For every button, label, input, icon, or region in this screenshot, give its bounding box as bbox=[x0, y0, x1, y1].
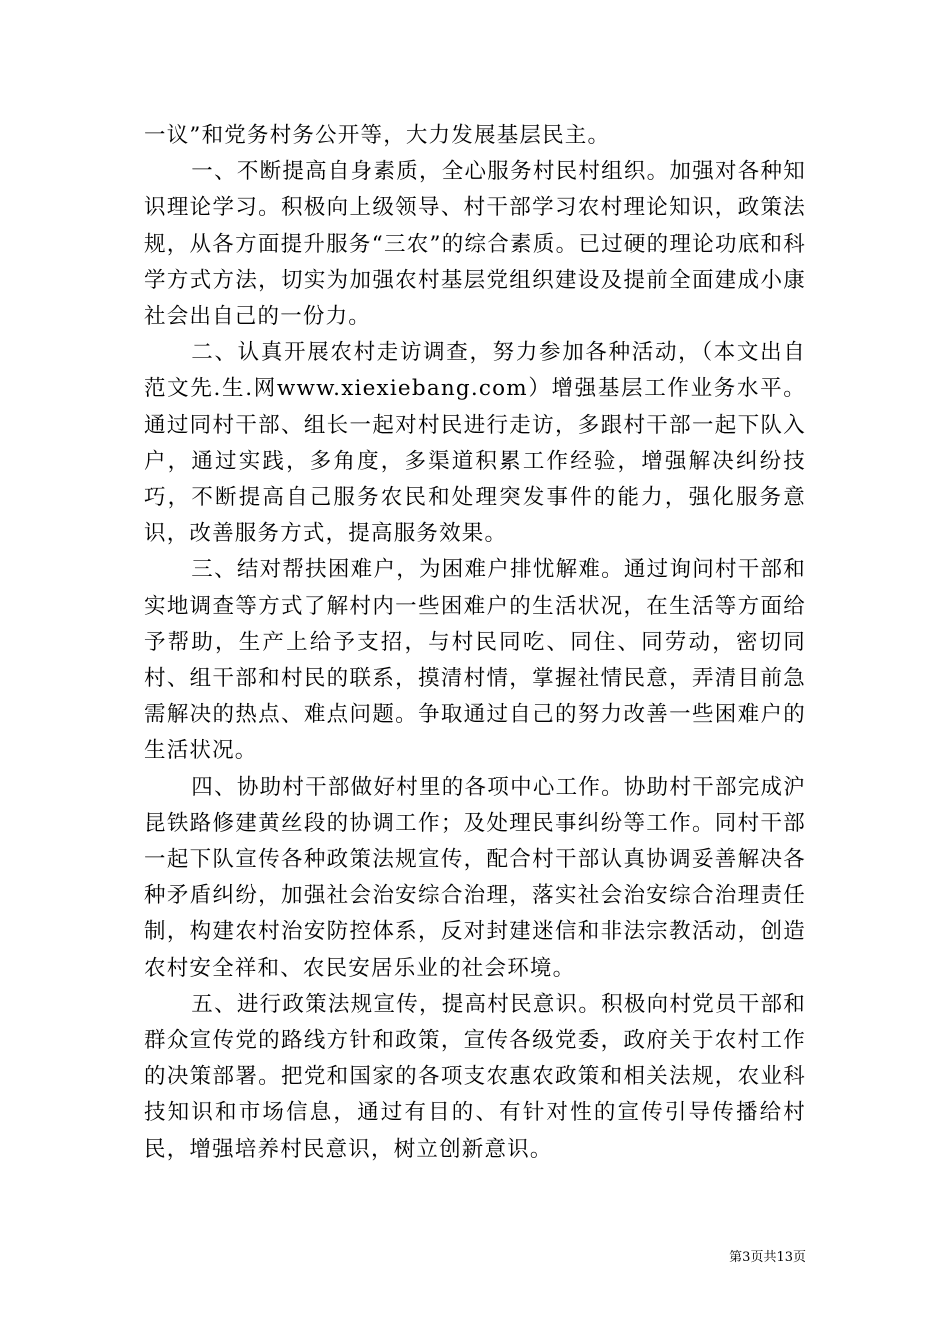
paragraph-section-4: 四、协助村干部做好村里的各项中心工作。协助村干部完成沪昆铁路修建黄丝段的协调工作；及处理民事纠纷等工作。同村干部一起下队宣传各种政策法规宣传，配合村干部认真协调妥善解决各种矛盾纠纷，加强社会治安综合治理，落实社会治安综合治理责任制，构建农村治安防控体系，反对封建迷信和非法宗教活动，创造农村安全祥和、农民安居乐业的社会环境。 bbox=[144, 774, 806, 981]
paragraph-section-2: 二、认真开展农村走访调查，努力参加各种活动，（本文出自范文先.生.网www.xiexiebang.com）增强基层工作业务水平。通过同村干部、组长一起对村民进行走访，多跟村干部一起下队入户，通过实践，多角度，多渠道积累工作经验，增强解决纠纷技巧，不断提高自己服务农民和处理突发事件的能力，强化服务意识，改善服务方式，提高服务效果。 bbox=[144, 340, 806, 547]
document-body bbox=[144, 118, 806, 1168]
paragraph-section-5: 五、进行政策法规宣传，提高村民意识。积极向村党员干部和群众宣传党的路线方针和政策，宣传各级党委，政府关于农村工作的决策部署。把党和国家的各项支农惠农政策和相关法规，农业科技知识和市场信息，通过有目的、有针对性的宣传引导传播给村民，增强培养村民意识，树立创新意识。 bbox=[144, 991, 806, 1162]
page-number-footer: 第3页共13页 bbox=[729, 1250, 806, 1265]
paragraph-continuation: 一议”和党务村务公开等，大力发展基层民主。 bbox=[144, 123, 611, 148]
paragraph-section-3: 三、结对帮扶困难户，为困难户排忧解难。通过询问村干部和实地调查等方式了解村内一些困难户的生活状况，在生活等方面给予帮助，生产上给予支招，与村民同吃、同住、同劳动，密切同村、组干部和村民的联系，摸清村情，掌握社情民意，弄清目前急需解决的热点、难点问题。争取通过自己的努力改善一些困难户的生活状况。 bbox=[144, 557, 806, 764]
paragraph-section-1: 一、不断提高自身素质，全心服务村民村组织。加强对各种知识理论学习。积极向上级领导、村干部学习农村理论知识，政策法规，从各方面提升服务“三农”的综合素质。已过硬的理论功底和科学方式方法，切实为加强农村基层党组织建设及提前全面建成小康社会出自己的一份力。 bbox=[144, 159, 806, 330]
